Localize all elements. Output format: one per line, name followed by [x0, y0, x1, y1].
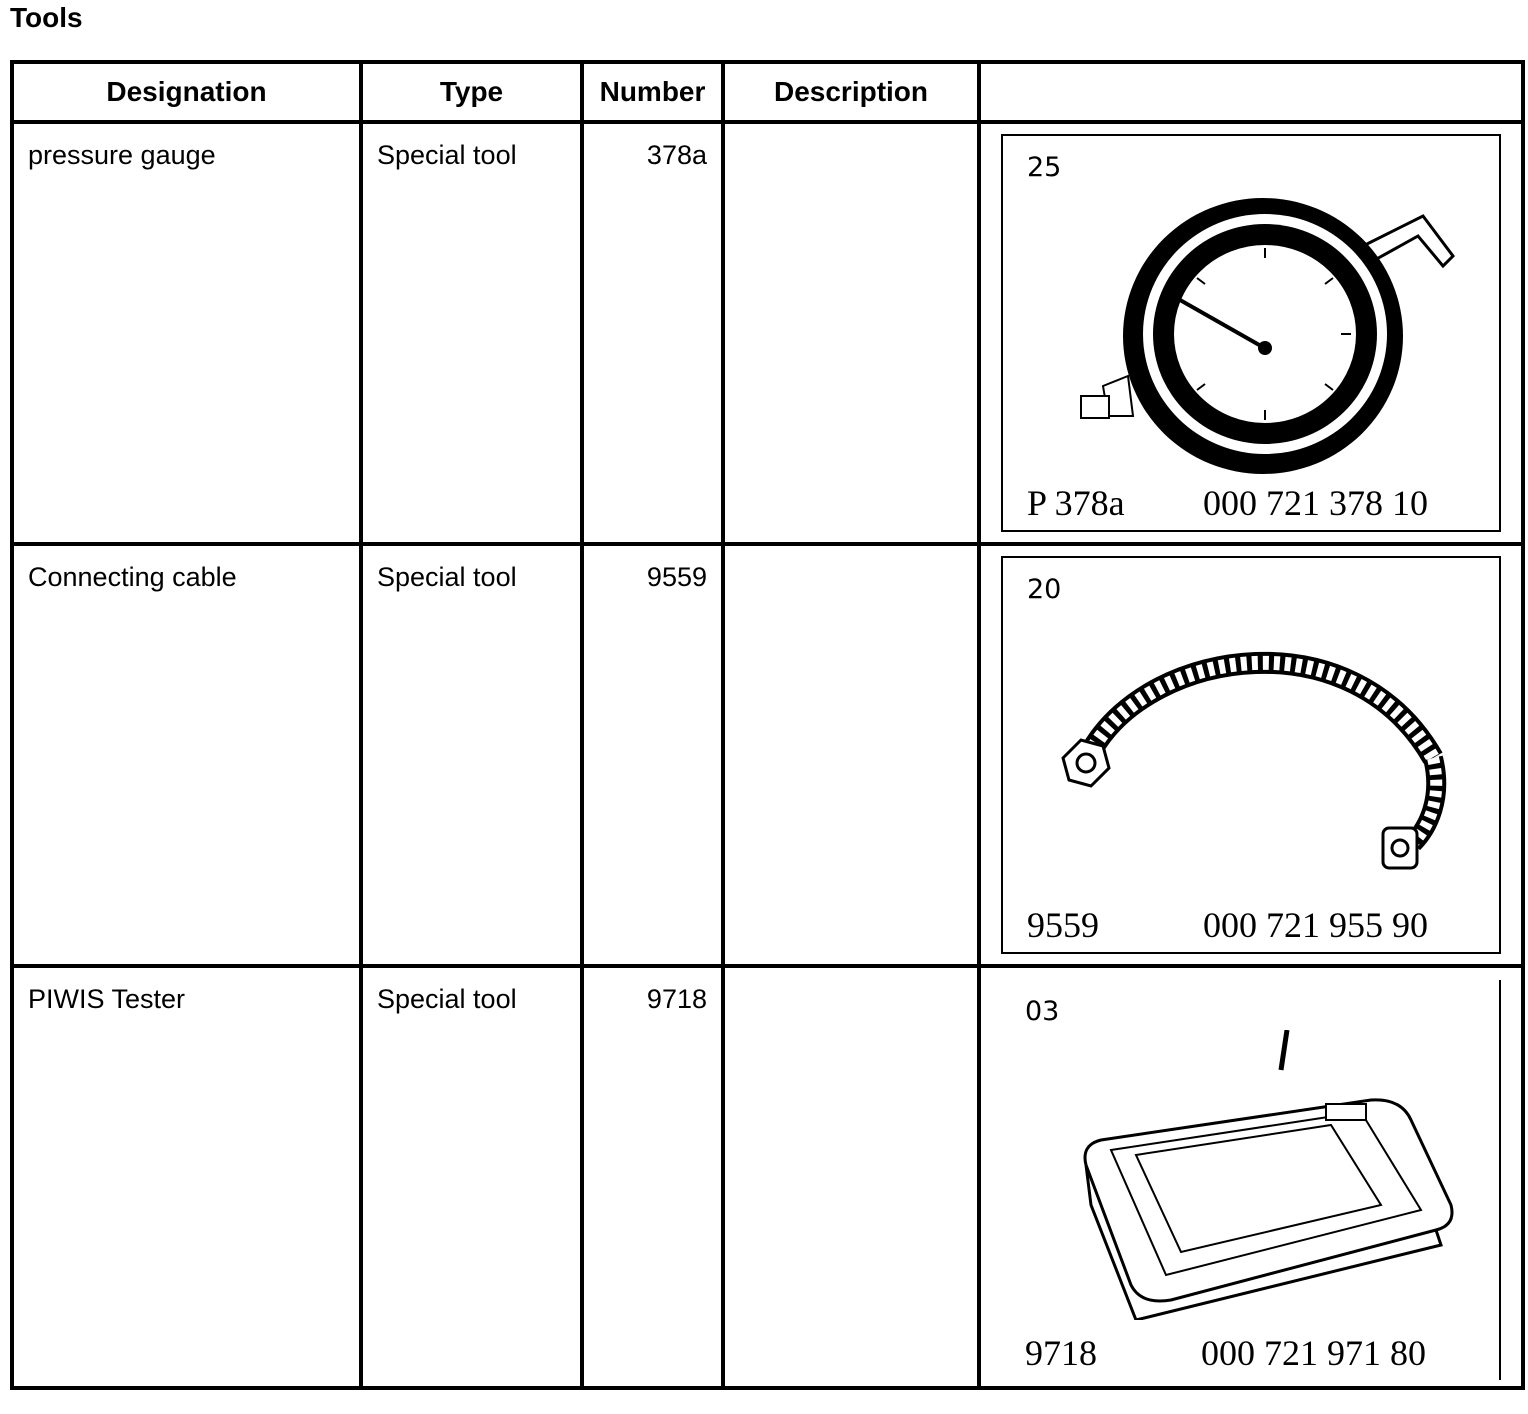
header-number: Number: [582, 62, 723, 122]
cell-type: [361, 966, 582, 1388]
cell-number: [582, 966, 723, 1388]
table-row: [12, 966, 1523, 1388]
number-text: 9718: [646, 984, 707, 1014]
connecting-cable-icon: [1033, 608, 1493, 898]
cell-description: [723, 122, 979, 544]
table-row: [12, 122, 1523, 544]
figure-code: 25: [1027, 152, 1062, 183]
cell-type: [361, 122, 582, 544]
pressure-gauge-icon: [1033, 186, 1493, 476]
tool-figure: [1001, 980, 1501, 1380]
page-title: Tools: [10, 2, 83, 33]
cell-image: [979, 966, 1523, 1388]
cell-number: [582, 122, 723, 544]
cell-description: [723, 966, 979, 1388]
cell-designation: [12, 544, 361, 966]
designation-text: PIWIS Tester: [28, 984, 186, 1014]
table-header-row: [12, 62, 1523, 122]
tools-table: [10, 60, 1525, 1390]
designation-text: Connecting cable: [28, 562, 237, 592]
table-row: [12, 544, 1523, 966]
number-text: 378a: [646, 140, 707, 170]
header-description: Description: [723, 62, 979, 122]
header-type: Type: [361, 62, 582, 122]
figure-code: 03: [1025, 996, 1060, 1027]
type-text: Special tool: [377, 984, 517, 1014]
figure-part-number: 000 721 378 10: [1203, 483, 1428, 523]
cell-image: [979, 544, 1523, 966]
cell-number: [582, 544, 723, 966]
figure-part-number: 000 721 971 80: [1201, 1333, 1426, 1373]
description-text: [725, 546, 977, 562]
cell-description: [723, 544, 979, 966]
header-designation: Designation: [12, 62, 361, 122]
cell-type: [361, 544, 582, 966]
figure-code: 20: [1027, 574, 1062, 605]
description-text: [725, 968, 977, 984]
header-image: [979, 62, 1523, 122]
tool-figure: [1001, 556, 1501, 954]
number-text: 9559: [646, 562, 707, 592]
figure-tool-number: P 378a: [1027, 483, 1125, 523]
designation-text: pressure gauge: [28, 140, 216, 170]
description-text: [725, 124, 977, 140]
piwis-tester-icon: [1031, 1030, 1491, 1320]
cell-image: [979, 122, 1523, 544]
figure-tool-number: 9718: [1025, 1333, 1097, 1373]
figure-part-number: 000 721 955 90: [1203, 905, 1428, 945]
type-text: Special tool: [377, 562, 517, 592]
tool-figure: [1001, 134, 1501, 532]
type-text: Special tool: [377, 140, 517, 170]
figure-tool-number: 9559: [1027, 905, 1099, 945]
cell-designation: [12, 122, 361, 544]
cell-designation: [12, 966, 361, 1388]
